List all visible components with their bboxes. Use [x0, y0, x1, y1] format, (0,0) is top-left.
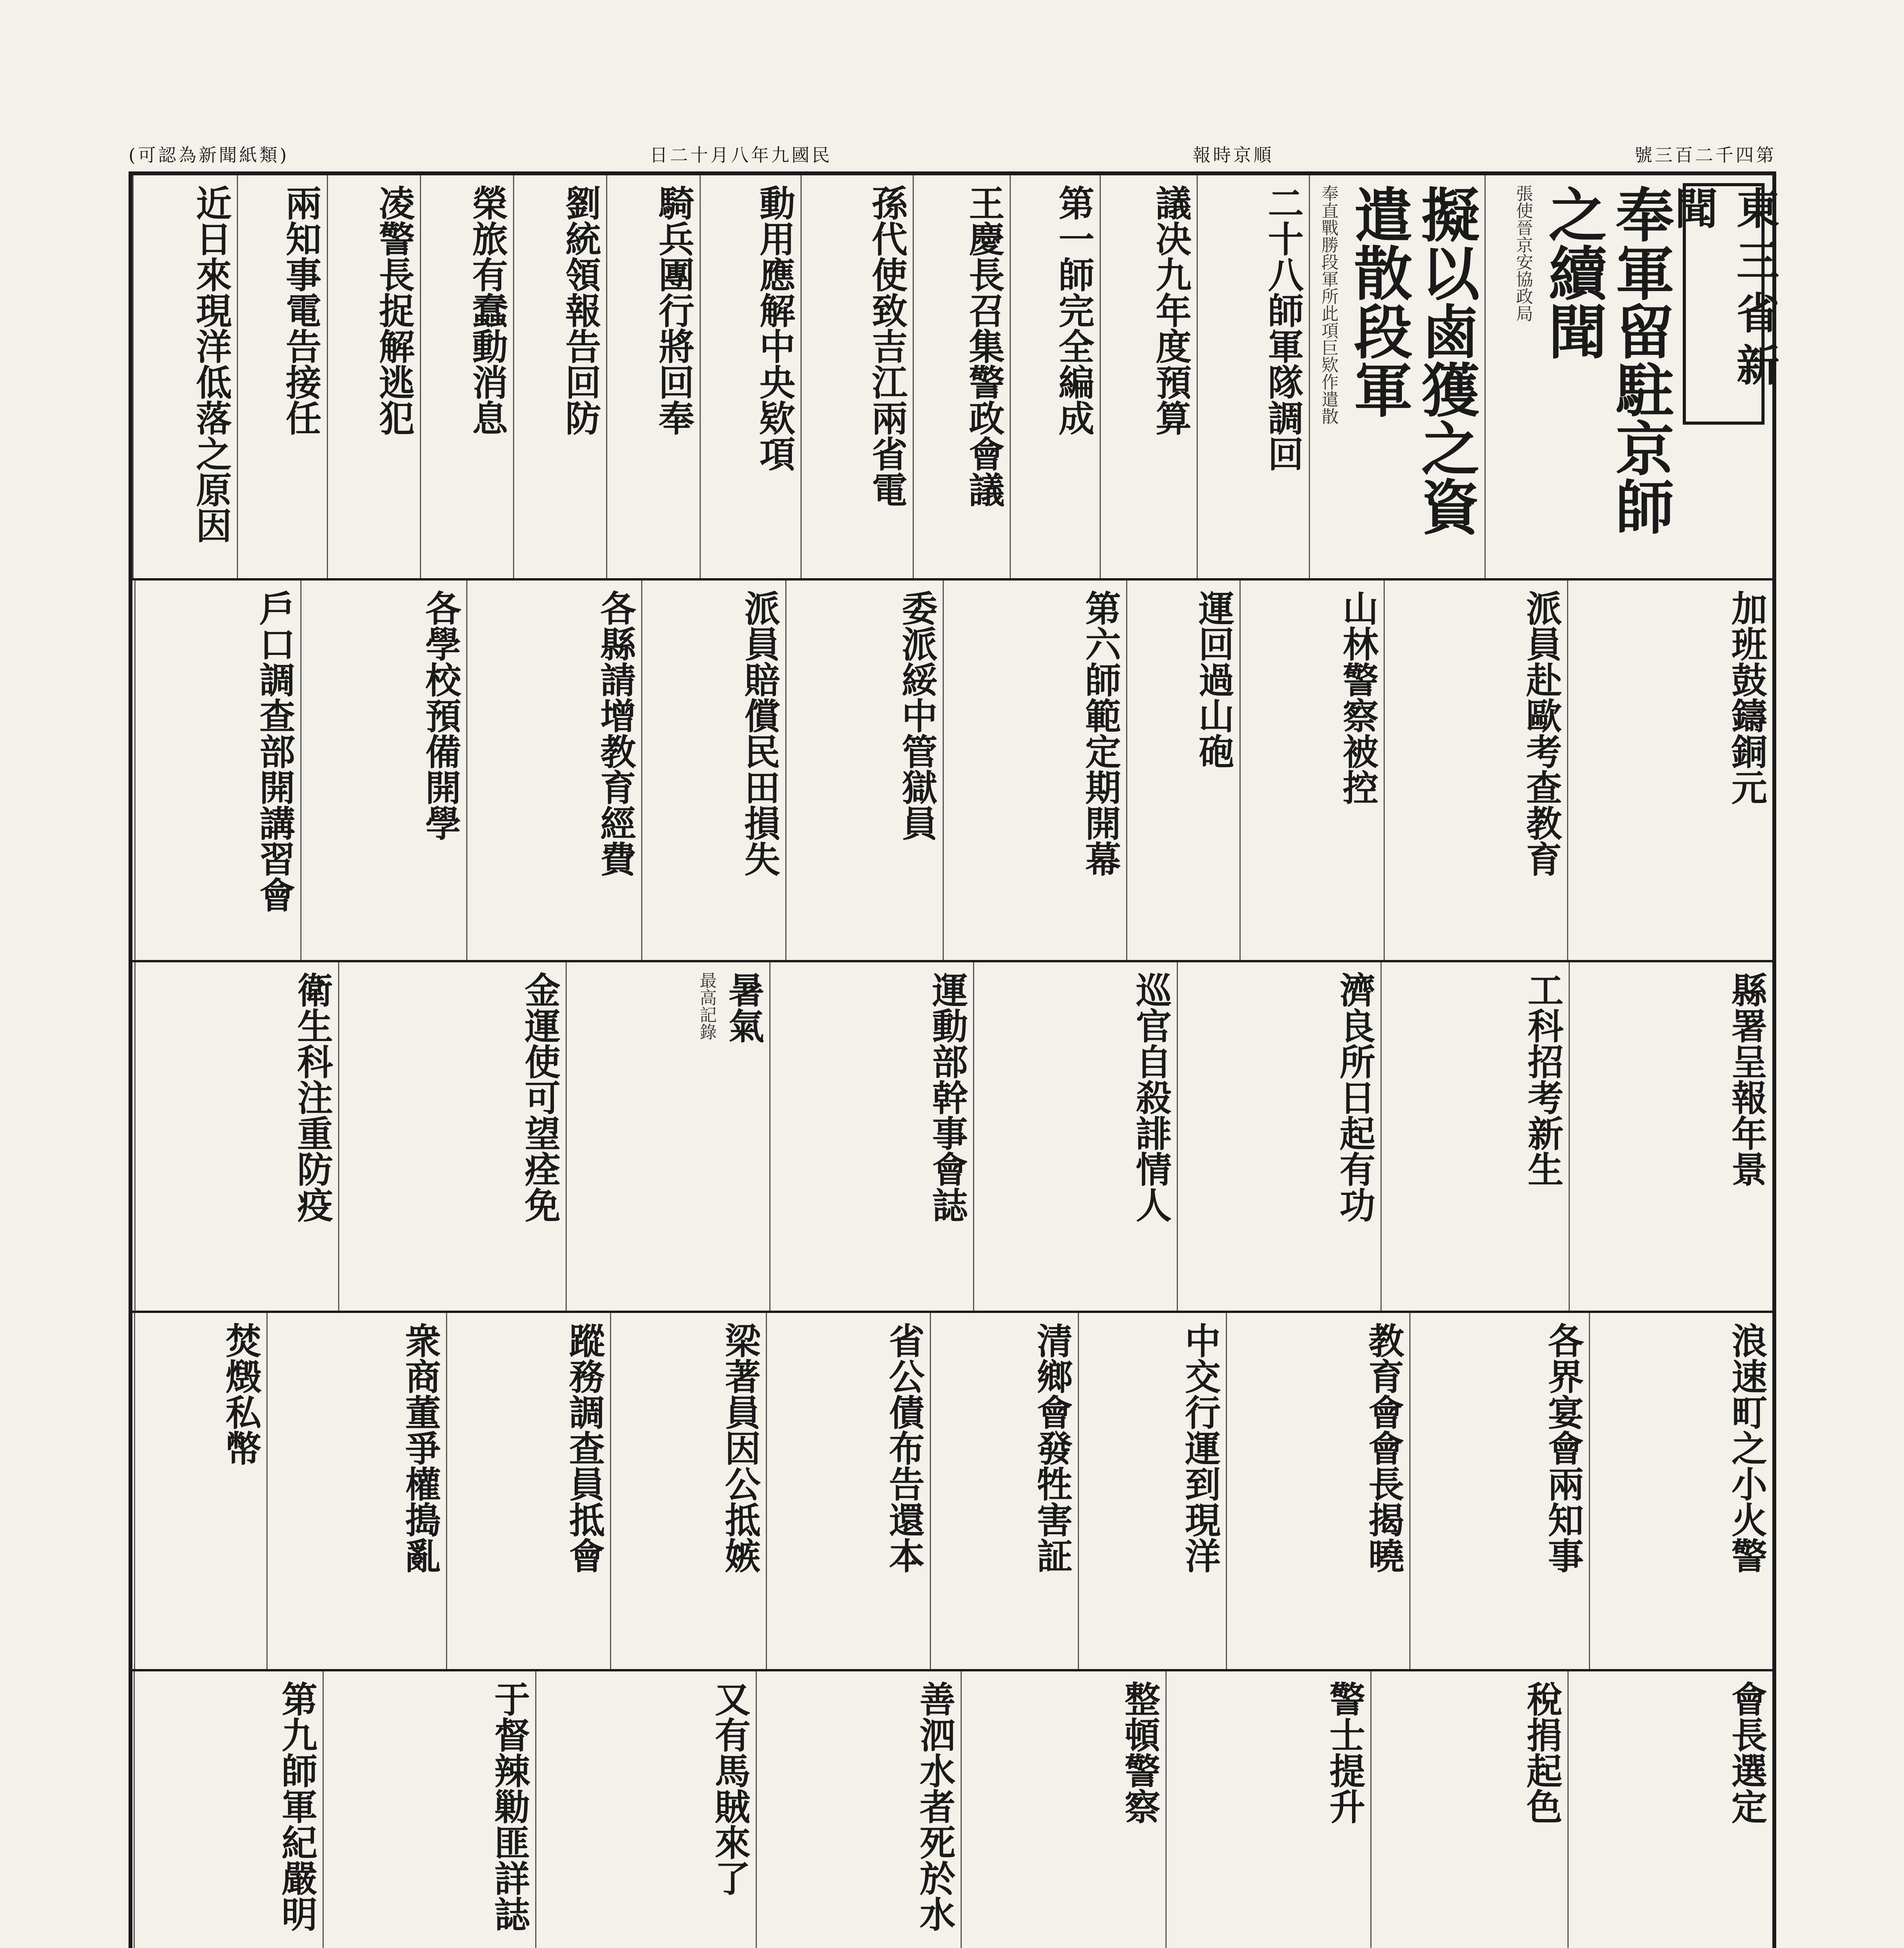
- article-headline: 各縣請增教育經費: [594, 590, 636, 877]
- article-band4-6: [610, 1313, 766, 1669]
- article-band1-4: [1010, 175, 1099, 578]
- article-band5-5: [535, 1671, 756, 1948]
- article-band4-1: [1409, 1313, 1589, 1669]
- article-headline: 議决九年度預算: [1149, 185, 1192, 436]
- article-headline: 整頓警察: [1119, 1681, 1161, 1824]
- article-band2-3: [1126, 581, 1239, 960]
- article-headline: 稅捐起色: [1521, 1681, 1563, 1824]
- article-headline: 善泗水者死於水: [914, 1681, 956, 1932]
- article-band4-4: [930, 1313, 1078, 1669]
- article-body: 奉直戰勝段軍所此項巨欵作遣散: [1318, 185, 1338, 425]
- article-headline: 奉軍留駐京師之續聞: [1538, 185, 1674, 535]
- article-band4-9: [134, 1313, 266, 1669]
- article-headline: 省公債布告還本: [883, 1322, 925, 1573]
- article-band2-9: [134, 581, 300, 960]
- article-band5-7: [134, 1671, 323, 1948]
- registration-note: (可認為新聞紙類): [129, 145, 289, 166]
- article-headline: 派員賠償民田損失: [739, 590, 781, 877]
- article-headline: 各界宴會兩知事: [1542, 1322, 1584, 1573]
- masthead-title: 東三省新聞: [1668, 186, 1780, 395]
- article-headline: 榮旅有蠢動消息: [466, 185, 509, 436]
- article-band1-7: [700, 175, 800, 578]
- article-band2-8: [300, 581, 466, 960]
- article-band3-6: [338, 962, 566, 1311]
- article-headline: 警士提升: [1324, 1681, 1366, 1824]
- article-headline: 浪速町之小火警: [1726, 1322, 1768, 1573]
- article-band3-4: [769, 962, 973, 1311]
- article-band1-13: [132, 175, 237, 578]
- article-band2-4: [943, 581, 1126, 960]
- article-band2-2: [1239, 581, 1384, 960]
- article-band1-1: [1309, 175, 1484, 578]
- article-band1-2: [1197, 175, 1309, 578]
- band-3: [132, 962, 1772, 1313]
- article-headline: 會長選定: [1726, 1681, 1768, 1824]
- article-body: 最高記錄: [696, 972, 717, 1040]
- issue-date: 日二十月八年九國民: [649, 145, 832, 166]
- article-headline: 中交行運到現洋: [1179, 1322, 1221, 1573]
- article-band2-7: [466, 581, 641, 960]
- article-band3-2: [1177, 962, 1380, 1311]
- article-headline: 金運使可望痊免: [519, 972, 561, 1223]
- band-1: [132, 175, 1780, 581]
- article-headline: 委派綏中管獄員: [896, 590, 938, 841]
- article-headline: 運回過山砲: [1193, 590, 1235, 769]
- article-band2-5: [785, 581, 943, 960]
- article-band4-8: [266, 1313, 446, 1669]
- article-band2-0: [1567, 581, 1772, 960]
- article-band5-6: [323, 1671, 535, 1948]
- article-band4-7: [446, 1313, 610, 1669]
- issue-number: 號三百二千四第: [1634, 145, 1776, 166]
- article-band5-3: [961, 1671, 1165, 1948]
- band-5: [132, 1671, 1772, 1948]
- article-band1-3: [1100, 175, 1197, 578]
- article-band4-5: [766, 1313, 930, 1669]
- article-band3-3: [973, 962, 1177, 1311]
- article-headline: 孫代使致吉江兩省電: [866, 185, 908, 507]
- article-headline: 衛生科注重防疫: [291, 972, 333, 1223]
- article-band1-12: [237, 175, 326, 578]
- paper-name: 報時京順: [1192, 145, 1274, 166]
- article-headline: 凌警長捉解逃犯: [373, 185, 415, 436]
- article-band2-6: [641, 581, 785, 960]
- article-headline: 于督辣勦匪詳誌: [488, 1681, 531, 1932]
- article-band4-0: [1589, 1313, 1772, 1669]
- article-band3-0: [1569, 962, 1772, 1311]
- article-band5-0: [1567, 1671, 1772, 1948]
- newspaper-page: [129, 171, 1780, 1948]
- article-headline: 王慶長召集警政會議: [963, 185, 1005, 507]
- article-band3-1: [1380, 962, 1569, 1311]
- article-headline: 騎兵團行將回奉: [652, 185, 695, 436]
- article-headline: 二十八師軍隊調回: [1262, 185, 1305, 471]
- article-headline: 各學校預備開學: [420, 590, 462, 841]
- article-headline: 擬以鹵獲之資遣散段軍: [1344, 185, 1480, 535]
- article-band5-4: [756, 1671, 961, 1948]
- article-headline: 第六師範定期開幕: [1079, 590, 1121, 877]
- article-band1-6: [800, 175, 913, 578]
- page-header: [129, 140, 1776, 168]
- article-headline: 加班鼓鑄銅元: [1726, 590, 1768, 805]
- article-headline: 暑氣: [723, 972, 765, 1043]
- article-band3-7: [134, 962, 338, 1311]
- article-band2-1: [1384, 581, 1567, 960]
- band-4: [132, 1313, 1772, 1671]
- article-band1-5: [913, 175, 1010, 578]
- article-headline: 縣署呈報年景: [1726, 972, 1768, 1187]
- article-band4-3: [1078, 1313, 1226, 1669]
- article-band3-5: [566, 962, 769, 1311]
- article-band1-0: [1484, 175, 1679, 578]
- article-headline: 工科招考新生: [1522, 972, 1564, 1187]
- article-headline: 又有馬賊來了: [709, 1681, 751, 1896]
- article-headline: 劉統領報告回防: [559, 185, 602, 436]
- article-headline: 第九師軍紀嚴明: [276, 1681, 318, 1932]
- article-band1-8: [606, 175, 699, 578]
- article-headline: 蹤務調查員抵會: [563, 1322, 605, 1573]
- article-headline: 近日來現洋低落之原因: [190, 185, 233, 543]
- article-body: 張使晉京安協政局: [1513, 185, 1533, 322]
- article-band1-10: [420, 175, 513, 578]
- article-headline: 巡官自殺誹情人: [1130, 972, 1172, 1223]
- masthead: [1668, 183, 1780, 425]
- article-headline: 山林警察被控: [1337, 590, 1379, 805]
- band-2: [132, 581, 1772, 962]
- article-headline: 第一師完全編成: [1052, 185, 1095, 436]
- article-band5-2: [1165, 1671, 1370, 1948]
- article-band4-2: [1226, 1313, 1409, 1669]
- article-band1-11: [327, 175, 420, 578]
- article-band1-9: [513, 175, 606, 578]
- article-headline: 戶口調查部開講習會: [254, 590, 296, 912]
- article-headline: 派員赴歐考查教育: [1520, 590, 1562, 877]
- article-headline: 兩知事電告接任: [280, 185, 322, 436]
- article-headline: 教育會會長揭曉: [1363, 1322, 1405, 1573]
- article-headline: 梁著員因公抵嫉: [719, 1322, 761, 1573]
- article-headline: 動用應解中央欵項: [753, 185, 796, 471]
- article-headline: 濟良所日起有功: [1334, 972, 1376, 1223]
- article-band5-1: [1370, 1671, 1567, 1948]
- article-headline: 運動部幹事會誌: [926, 972, 968, 1223]
- article-headline: 焚燬私幣: [220, 1322, 262, 1466]
- article-headline: 清鄉會發牲害証: [1031, 1322, 1073, 1573]
- article-headline: 衆商董爭權搗亂: [399, 1322, 441, 1573]
